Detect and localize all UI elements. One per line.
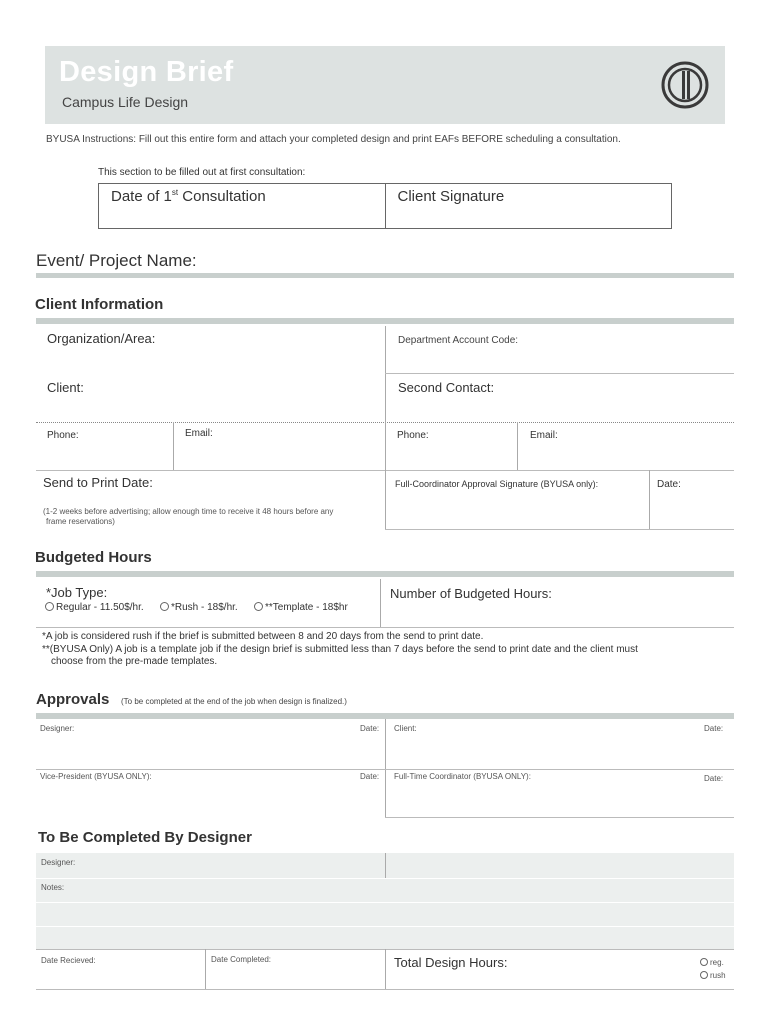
job-type-template-option[interactable] [254,602,348,613]
notes-row-3[interactable] [36,927,734,949]
send-to-print-note: (1-2 weeks before advertising; allow enough time to receive it 48 hours before any [43,507,334,516]
consultation-date-label-end: Consultation [178,188,266,205]
divider [385,326,386,422]
template-note: **(BYUSA Only) A job is a template job if the design brief is submitted less than 7 days before the send to print date and the client must [42,643,638,655]
divider [517,422,518,470]
divider [36,989,734,990]
total-design-hours-field[interactable]: Total Design Hours: [394,955,508,970]
divider [380,579,381,627]
job-type-rush-label: *Rush - 18$/hr. [171,602,238,613]
hours-reg-label: reg. [710,958,724,967]
notes-row[interactable] [36,879,734,902]
consultation-note: This section to be filled out at first consultation: [98,167,306,178]
divider [36,769,734,770]
organization-field[interactable]: Organization/Area: [47,331,156,346]
budgeted-hours-title: Budgeted Hours [35,549,152,566]
divider [173,422,174,470]
event-project-field[interactable] [36,273,734,278]
campus-life-monogram-icon [661,61,709,109]
client-field[interactable]: Client: [47,380,84,395]
hours-reg-option[interactable] [700,958,724,967]
consultation-box [98,183,672,229]
consultation-date-field[interactable] [99,184,386,228]
approval-ft-coordinator-field[interactable]: Full-Time Coordinator (BYUSA ONLY): [394,772,531,781]
dept-account-code-field[interactable]: Department Account Code: [398,335,519,346]
phone-field[interactable]: Phone: [47,430,79,441]
consultation-date-label: Date of 1 [111,188,172,205]
divider [385,373,734,374]
divider [385,529,734,530]
budgeted-hours-notes [42,631,638,669]
divider [385,422,386,470]
client-signature-field[interactable] [386,184,672,228]
radio-icon [700,971,708,979]
approval-vp-date[interactable]: Date: [360,772,380,781]
radio-icon [45,602,54,611]
coordinator-signature-field[interactable]: Full-Coordinator Approval Signature (BYUSA only): [395,479,599,489]
second-contact-field[interactable]: Second Contact: [398,380,495,395]
budgeted-hours-rule [36,571,734,577]
radio-icon [254,602,263,611]
divider [36,627,734,628]
event-project-label: Event/ Project Name: [36,251,197,270]
email-field[interactable]: Email: [185,428,213,439]
header-banner [45,46,725,124]
date-received-field[interactable]: Date Recieved: [41,956,96,965]
radio-icon [160,602,169,611]
divider [385,470,386,529]
send-to-print-note-cont: frame reservations) [46,517,115,526]
client-info-rule [36,318,734,324]
divider [385,949,386,989]
number-budgeted-hours-field[interactable]: Number of Budgeted Hours: [390,586,552,601]
consultation-date-sup: st [171,188,179,197]
hours-rush-label: rush [710,971,726,980]
send-to-print-field[interactable]: Send to Print Date: [43,475,153,490]
hours-rush-option[interactable] [700,971,726,980]
phone2-field[interactable]: Phone: [397,430,429,441]
email2-field[interactable]: Email: [530,430,558,441]
approval-designer-field[interactable]: Designer: [40,724,75,733]
divider [385,853,386,878]
rush-note: *A job is considered rush if the brief is submitted between 8 and 20 days from the send to print date. [42,631,484,642]
client-signature-label: Client Signature [397,188,505,205]
divider [205,949,206,989]
radio-icon [700,958,708,966]
job-type-label: *Job Type: [46,585,108,600]
form-subtitle: Campus Life Design [62,94,189,110]
divider [385,719,386,817]
approval-client-date[interactable]: Date: [704,724,724,733]
form-title: Design Brief [59,56,234,88]
job-type-regular-label: Regular - 11.50$/hr. [56,602,144,613]
approval-client-field[interactable]: Client: [394,724,417,733]
job-type-rush-option[interactable] [160,602,238,613]
template-note-cont: choose from the pre-made templates. [51,656,218,667]
coordinator-date-field[interactable]: Date: [657,479,681,490]
approvals-title: Approvals [36,691,110,708]
notes-row-2[interactable] [36,903,734,926]
job-type-regular-option[interactable] [45,602,144,613]
divider [385,817,734,818]
client-info-title: Client Information [35,296,164,313]
designer-section-title: To Be Completed By Designer [38,829,252,846]
approvals-subtitle: (To be completed at the end of the job when design is finalized.) [121,697,347,706]
approval-designer-date[interactable]: Date: [360,724,380,733]
approval-vp-field[interactable]: Vice-President (BYUSA ONLY): [40,772,152,781]
approval-ft-coordinator-date[interactable]: Date: [704,774,724,783]
date-completed-field[interactable]: Date Completed: [211,955,272,964]
instructions-text: BYUSA Instructions: Fill out this entire form and attach your completed design and print EAFs BEFORE scheduling a consultation. [46,134,621,145]
divider [649,470,650,529]
job-type-template-label: **Template - 18$hr [265,602,348,613]
designer-field: Designer: [41,858,76,867]
notes-field: Notes: [41,883,65,892]
